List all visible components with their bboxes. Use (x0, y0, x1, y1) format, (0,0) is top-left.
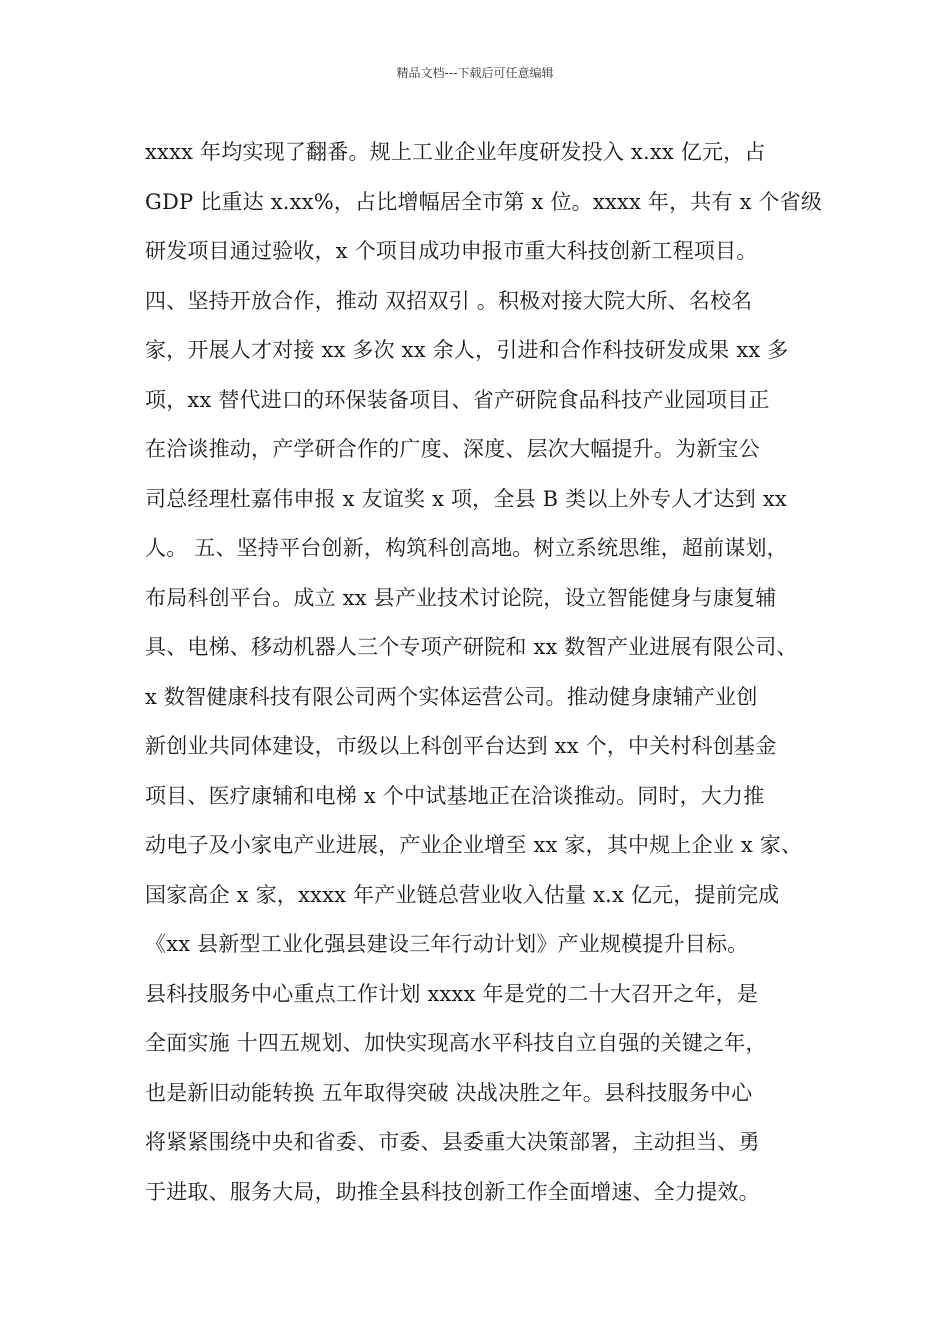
text-line: 于进取、服务大局，助推全县科技创新工作全面增速、全力提效。 (145, 1179, 760, 1204)
body-text (145, 132, 825, 1221)
text-line: 人。 五、坚持平台创新，构筑科创高地。树立系统思维，超前谋划， (145, 536, 788, 560)
page-header: 精品文档---下载后可任意编辑 (396, 66, 554, 80)
text-line: 项目、医疗康辅和电梯 x 个中试基地正在洽谈推动。同时，大力推 (145, 783, 765, 808)
text-line: 研发项目通过验收，x 个项目成功申报市重大科技创新工程项目。 (145, 239, 758, 263)
text-line: 布局科创平台。成立 xx 县产业技术讨论院，设立智能健身与康复辅 (145, 585, 777, 610)
text-line: 也是新旧动能转换 五年取得突破 决战决胜之年。县科技服务中心 (145, 1080, 753, 1105)
text-line: 县科技服务中心重点工作计划 xxxx 年是党的二十大召开之年，是 (145, 981, 759, 1006)
text-line: 在洽谈推动，产学研合作的广度、深度、层次大幅提升。为新宝公 (145, 437, 760, 461)
text-line: 动电子及小家电产业进展，产业企业增至 xx 家，其中规上企业 x 家、 (145, 833, 803, 857)
text-line: 将紧紧围绕中央和省委、市委、县委重大决策部署，主动担当、勇 (145, 1130, 760, 1154)
text-line: 项，xx 替代进口的环保装备项目、省产研院食品科技产业园项目正 (145, 387, 770, 412)
text-line: xxxx 年均实现了翻番。规上工业企业年度研发投入 x.xx 亿元，占 (145, 140, 766, 164)
text-line: 国家高企 x 家，xxxx 年产业链总营业收入估量 x.x 亿元，提前完成 (145, 882, 780, 907)
text-line: 司总经理杜嘉伟申报 x 友谊奖 x 项，全县 B 类以上外专人才达到 xx (145, 486, 787, 511)
text-line: 新创业共同体建设，市级以上科创平台达到 xx 个，中关村科创基金 (145, 734, 777, 758)
text-line: x 数智健康科技有限公司两个实体运营公司。推动健身康辅产业创 (145, 684, 758, 709)
text-line: 家，开展人才对接 xx 多次 xx 余人，引进和合作科技研发成果 xx 多 (145, 338, 789, 362)
text-line: GDP 比重达 x.xx%，占比增幅居全市第 x 位。xxxx 年，共有 x 个省级 (145, 189, 823, 214)
text-line: 四、坚持开放合作，推动 双招双引 。积极对接大院大所、名校名 (145, 288, 753, 313)
text-line: 具、电梯、移动机器人三个专项产研院和 xx 数智产业进展有限公司、 (145, 635, 798, 659)
text-line: 《xx 县新型工业化强县建设三年行动计划》产业规模提升目标。 (145, 932, 749, 956)
text-line: 全面实施 十四五规划、加快实现高水平科技自立自强的关键之年， (145, 1031, 767, 1055)
